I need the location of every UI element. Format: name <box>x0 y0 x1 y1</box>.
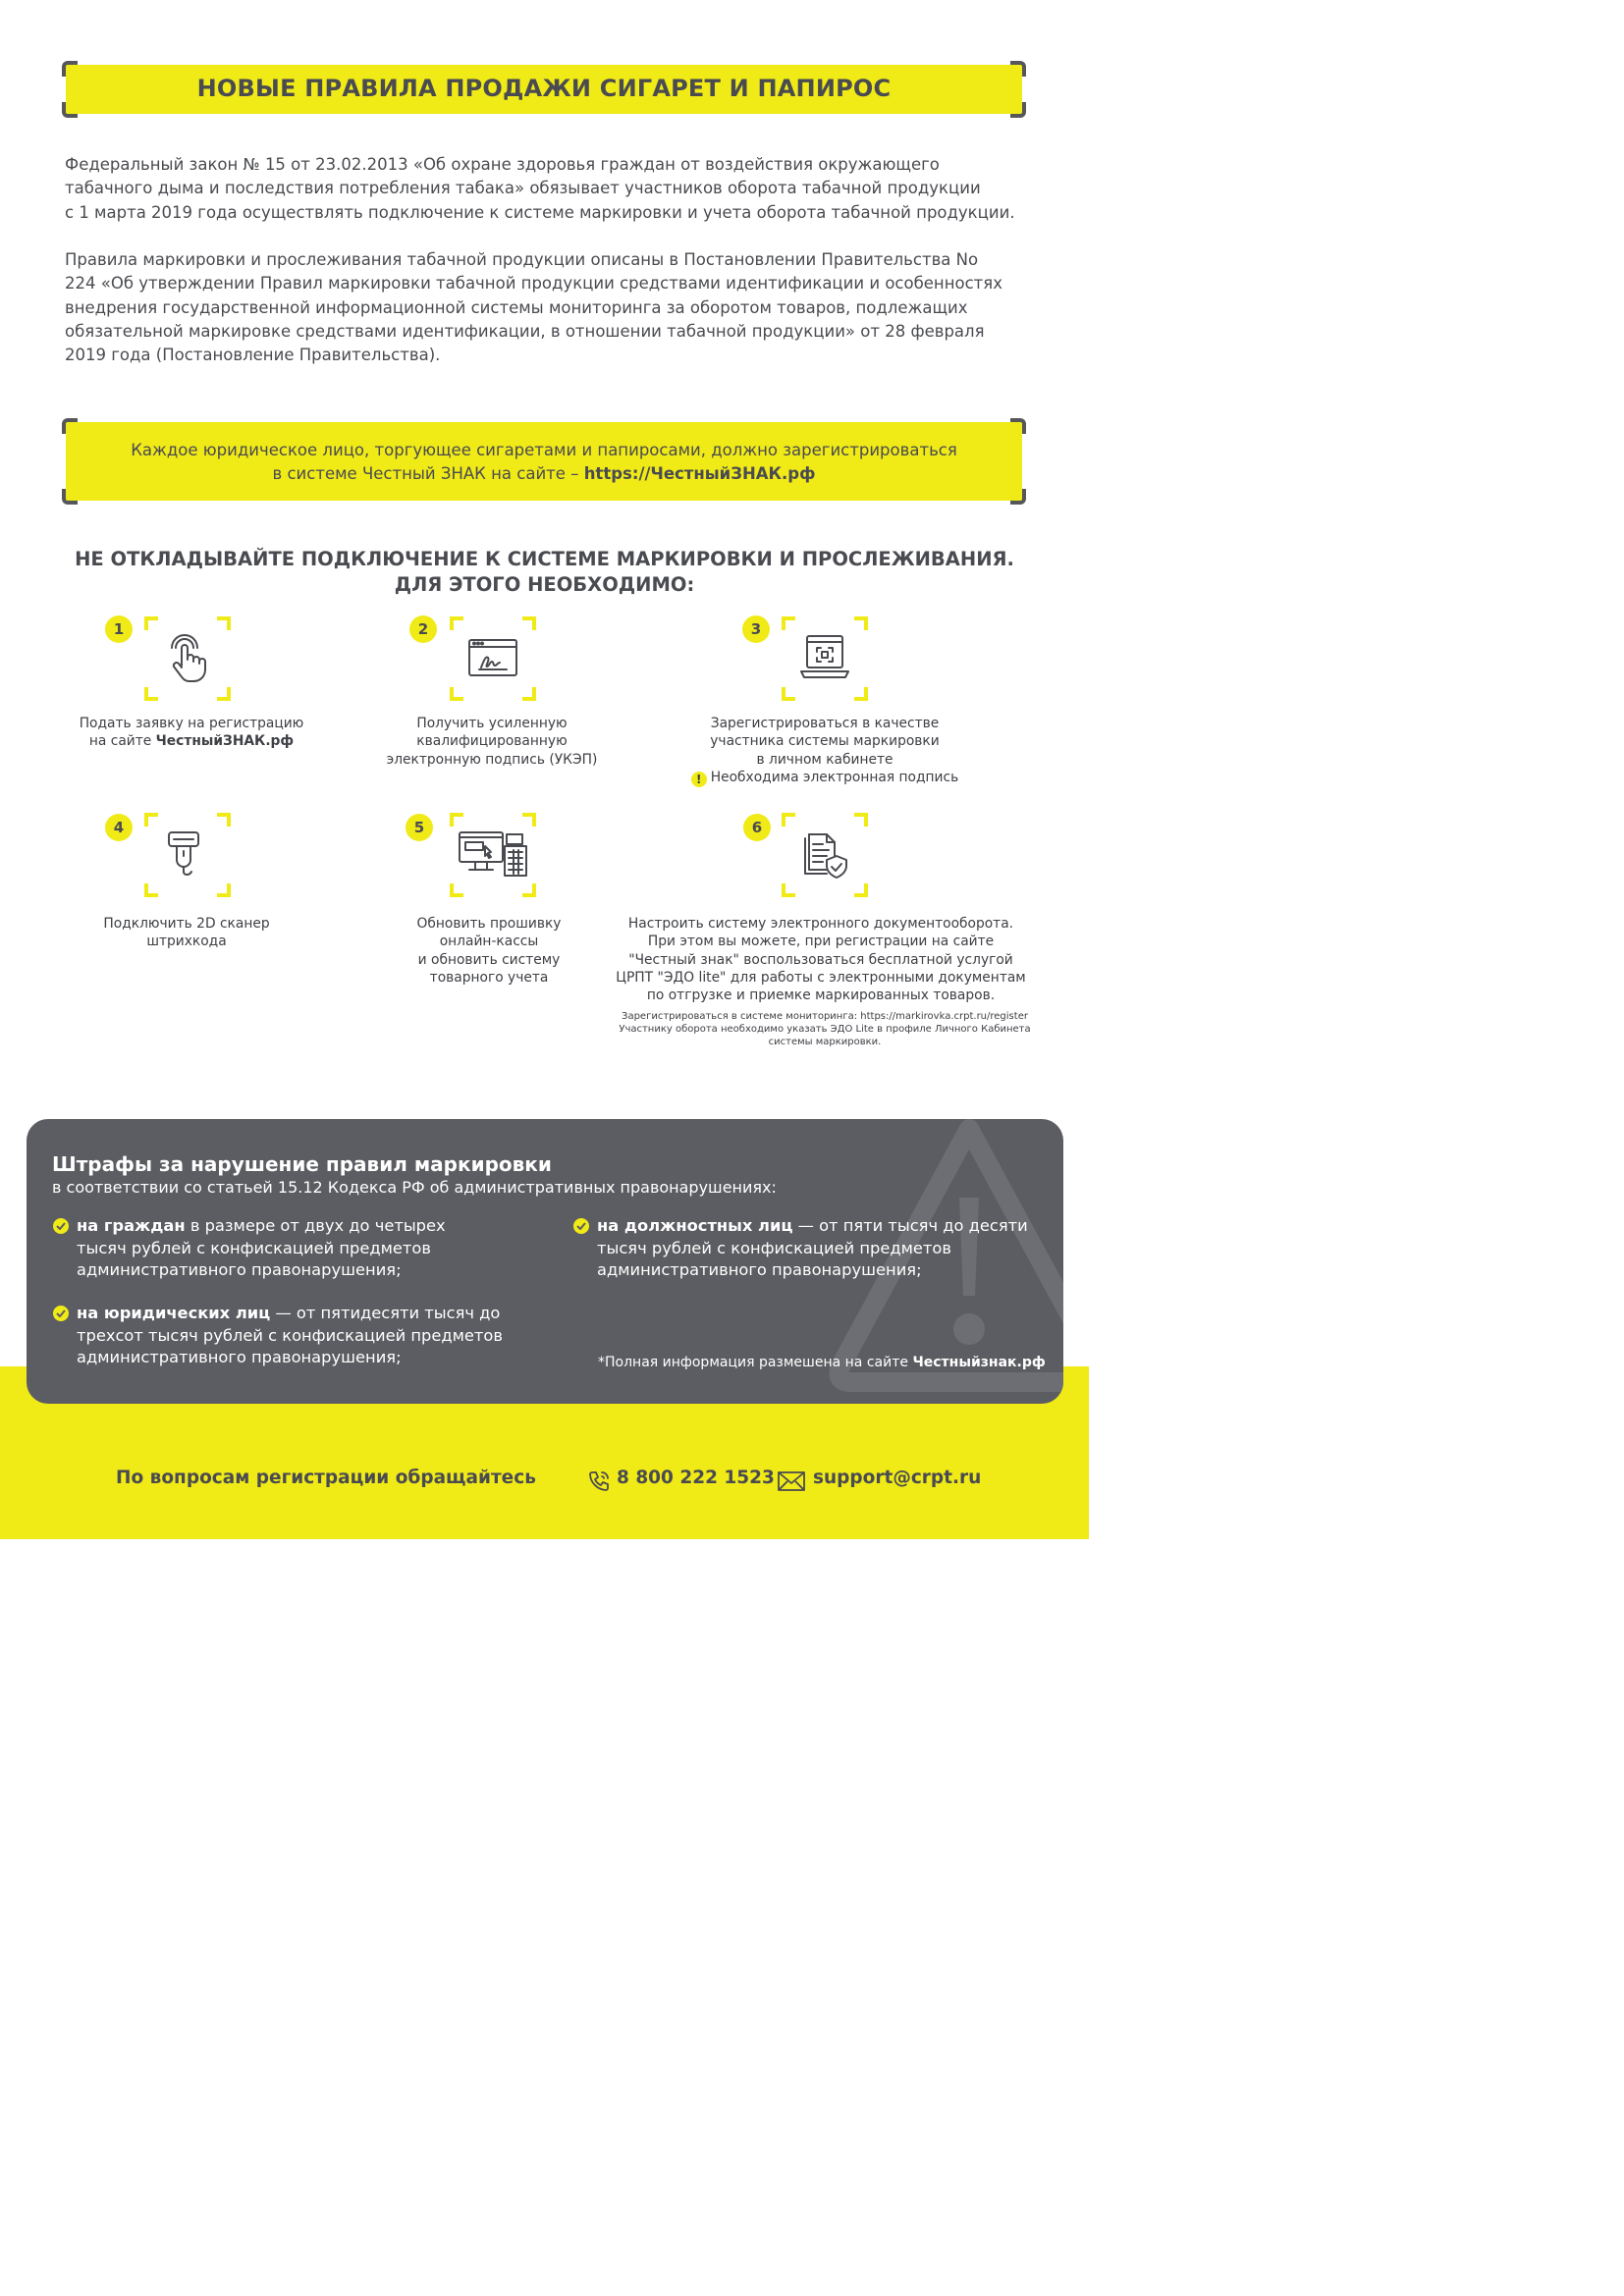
document-shield-icon <box>799 828 850 880</box>
digital-signature-icon <box>467 632 518 683</box>
chestny-znak-link[interactable]: Честныйзнак.рф <box>912 1355 1046 1370</box>
notice-line-1: Каждое юридическое лицо, торгующее сигаретами и папиросами, должно зарегистрироваться <box>131 441 957 459</box>
step-2-caption <box>364 715 620 769</box>
step-5-frame <box>450 813 536 897</box>
corner-bracket <box>62 102 78 118</box>
signature-warning: ! Необходима электронная подпись <box>677 769 972 787</box>
caption-line: Зарегистрироваться в качестве <box>710 716 940 731</box>
step-number-1: 1 <box>105 615 133 643</box>
step-4-frame <box>144 813 231 897</box>
steps-heading <box>39 547 1050 598</box>
intro-line: с 1 марта 2019 года осуществлять подключение к системе маркировки и учета оборота табачной продукции. <box>65 202 1015 222</box>
fine-citizens: на граждан в размере от двух до четырех тысяч рублей с конфискацией предметов административного правонарушения; <box>77 1215 558 1282</box>
pos-terminal-icon <box>458 828 532 883</box>
caption-line: товарного учета <box>429 969 549 986</box>
laptop-qr-icon <box>799 632 850 683</box>
caption-line: ЦРПТ "ЭДО lite" для работы с электронными документам <box>616 969 1026 986</box>
phone-icon <box>587 1469 611 1493</box>
steps-heading-line-2: ДЛЯ ЭТОГО НЕОБХОДИМО: <box>394 573 695 596</box>
intro-line: обязательной маркировке средствами идентификации, в отношении табачной продукции» от 28 февраля <box>65 321 985 341</box>
chestny-znak-link[interactable]: https://ЧестныйЗНАК.рф <box>583 463 816 483</box>
caption-line: Настроить систему электронного документооборота. <box>627 916 1014 932</box>
intro-paragraph-2 <box>65 248 1047 367</box>
step-6-caption <box>609 915 1033 1004</box>
step-5-caption <box>361 915 617 987</box>
title-banner <box>66 65 1022 114</box>
fines-footnote: *Полная информация размешена на сайте Честныйзнак.рф <box>598 1355 1046 1370</box>
step-number-4: 4 <box>105 814 133 841</box>
registration-link-note: Зарегистрироваться в системе мониторинга: https://markirovka.crpt.ru/register <box>622 1011 1028 1022</box>
intro-line: табачного дыма и последствия потребления табака» обязывает участников оборота табачной продукции <box>65 179 981 198</box>
caption-line: на сайте ЧестныйЗНАК.рф <box>88 733 295 750</box>
fines-title: Штрафы за нарушение правил маркировки <box>52 1152 552 1176</box>
caption-line: квалифицированную <box>416 733 568 750</box>
note-line: системы маркировки. <box>768 1037 882 1047</box>
barcode-scanner-icon <box>162 828 213 880</box>
intro-line: 2019 года (Постановление Правительства). <box>65 346 441 365</box>
check-icon <box>573 1218 589 1234</box>
caption-line: Подключить 2D сканер <box>103 916 270 932</box>
step-3-frame <box>782 616 868 701</box>
step-2-frame <box>450 616 536 701</box>
step-number-3: 3 <box>742 615 770 643</box>
fine-officials: на должностных лиц — от пяти тысяч до десяти тысяч рублей с конфискацией предметов административного правонарушения; <box>597 1215 1058 1282</box>
caption-line: в личном кабинете <box>756 751 893 768</box>
chestny-znak-link[interactable]: ЧестныйЗНАК.рф <box>155 733 295 750</box>
step-4-caption <box>59 915 314 951</box>
caption-line: Получить усиленную <box>416 716 568 731</box>
caption-line: участника системы маркировки <box>710 733 940 750</box>
fines-subtitle: в соответствии со статьей 15.12 Кодекса РФ об административных правонарушениях: <box>52 1178 777 1197</box>
corner-bracket <box>1010 489 1026 505</box>
check-icon <box>53 1306 69 1321</box>
corner-bracket <box>62 489 78 505</box>
check-icon <box>53 1218 69 1234</box>
intro-paragraph-1 <box>65 153 1047 225</box>
caption-line: и обновить систему <box>417 951 561 968</box>
registration-notice-banner <box>66 422 1022 501</box>
corner-bracket <box>62 418 78 434</box>
hand-pointer-icon <box>162 632 213 683</box>
step-1-caption <box>59 715 324 751</box>
page-title: НОВЫЕ ПРАВИЛА ПРОДАЖИ СИГАРЕТ И ПАПИРОС <box>196 75 892 102</box>
caption-line: по отгрузке и приемке маркированных товаров. <box>646 988 996 1004</box>
notice-line-2 <box>66 462 1022 486</box>
phone-number[interactable]: 8 800 222 1523 <box>617 1468 775 1488</box>
corner-bracket <box>1010 418 1026 434</box>
footer-contact-text: По вопросам регистрации обращайтесь <box>116 1468 536 1488</box>
step-number-5: 5 <box>406 814 433 841</box>
step-6-frame <box>782 813 868 897</box>
caption-line: "Честный знак" воспользоваться бесплатной услугой <box>628 951 1013 968</box>
step-1-frame <box>144 616 231 701</box>
email-icon <box>778 1471 805 1491</box>
note-line: Участнику оборота необходимо указать ЭДО Lite в профиле Личного Кабинета <box>619 1024 1031 1035</box>
steps-heading-line-1: НЕ ОТКЛАДЫВАЙТЕ ПОДКЛЮЧЕНИЕ К СИСТЕМЕ МАРКИРОВКИ И ПРОСЛЕЖИВАНИЯ. <box>75 548 1014 570</box>
fines-panel <box>27 1119 1063 1404</box>
notice-prefix: в системе Честный ЗНАК на сайте – <box>272 463 584 483</box>
intro-line: Правила маркировки и прослеживания табачной продукции описаны в Постановлении Правительства No <box>65 250 979 269</box>
notice-text <box>66 439 1022 485</box>
caption-line: Подать заявку на регистрацию <box>79 716 304 731</box>
step-3-caption <box>677 715 972 787</box>
intro-line: внедрения государственной информационной системы мониторинга за оборотом товаров, подлежащих <box>65 297 968 317</box>
caption-line: электронную подпись (УКЭП) <box>386 751 598 768</box>
warning-icon: ! <box>691 772 707 787</box>
intro-line: 224 «Об утверждении Правил маркировки табачной продукции средствами идентификации и особенностях <box>65 274 1002 294</box>
step-number-6: 6 <box>743 814 771 841</box>
corner-bracket <box>1010 102 1026 118</box>
caption-line: онлайн-кассы <box>439 934 539 950</box>
caption-line: При этом вы можете, при регистрации на сайте <box>647 934 995 950</box>
intro-line: Федеральный закон № 15 от 23.02.2013 «Об охране здоровья граждан от воздействия окружающего <box>65 155 940 174</box>
support-email[interactable]: support@crpt.ru <box>813 1468 982 1488</box>
step-number-2: 2 <box>409 615 437 643</box>
caption-line: штрихкода <box>146 934 227 950</box>
step-6-note <box>609 1010 1041 1048</box>
fine-legal-entities: на юридических лиц — от пятидесяти тысяч до трехсот тысяч рублей с конфискацией предметов административного правонарушения; <box>77 1303 568 1369</box>
caption-line: Обновить прошивку <box>416 916 562 932</box>
